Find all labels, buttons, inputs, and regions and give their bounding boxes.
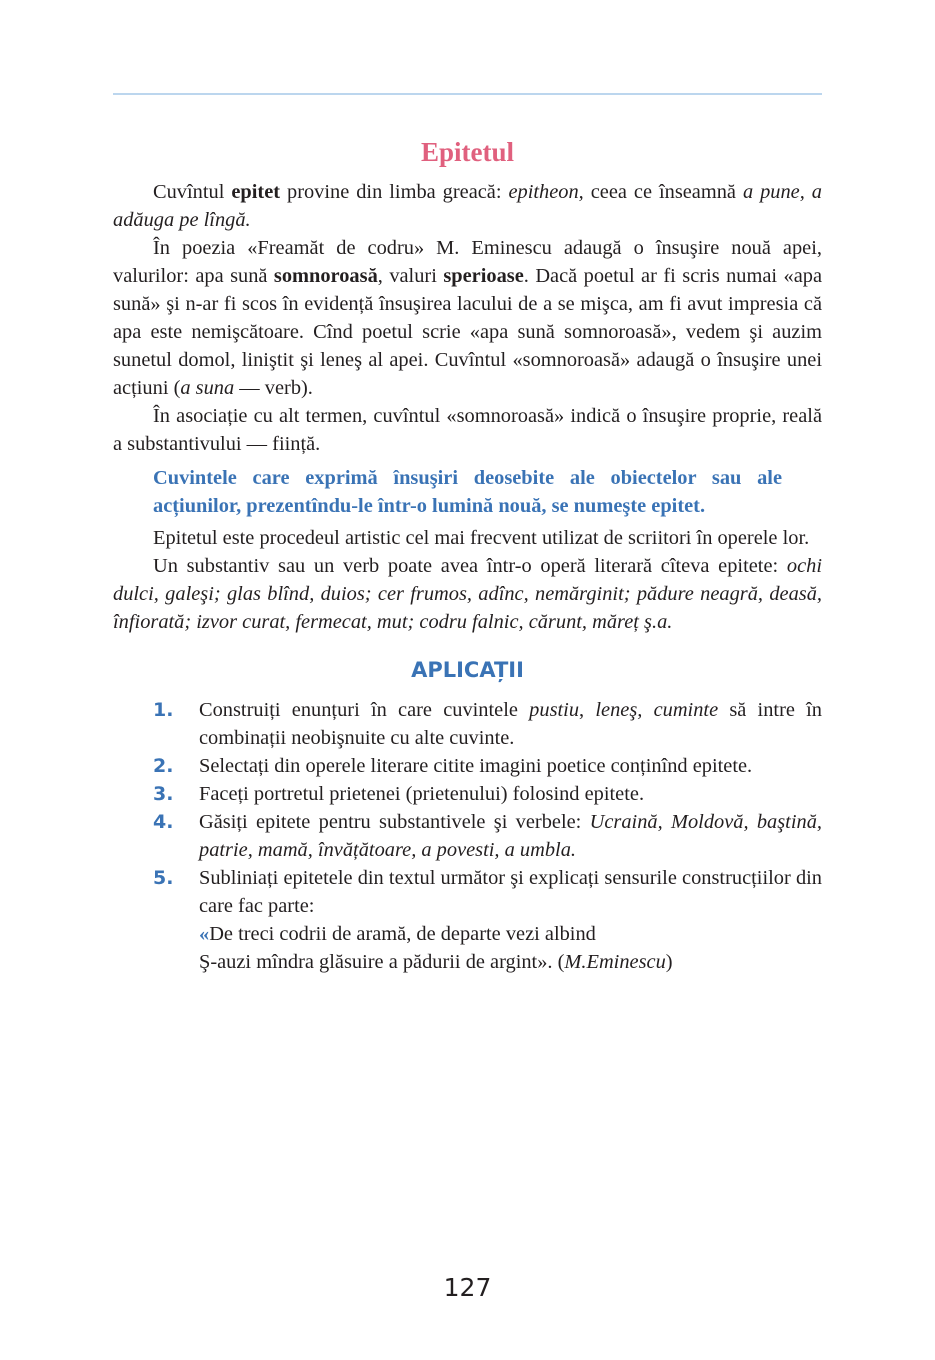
- task-list: [113, 696, 822, 976]
- task-number: 2.: [153, 755, 174, 777]
- text: Selectați din operele literare citite imagini poetice conținînd epitete.: [199, 755, 753, 777]
- page-content: [113, 135, 822, 976]
- text: Un substantiv sau un verb poate avea într-o operă literară cîteva epitete:: [153, 555, 787, 577]
- applications-heading: APLICAȚII: [411, 658, 524, 682]
- page-number: 127: [443, 1273, 492, 1302]
- paragraph-examples-list: [113, 552, 822, 636]
- quote-line: De treci codrii de aramă, de departe vezi albind: [209, 923, 596, 945]
- italic-examples: ochi dulci, galeşi; glas blînd, duios; cer frumos, adînc, nemărginit; pădure neagră, deasă, înfiorată; izvor curat, fermecat, mut; codru falnic, cărunt, măreț ş.a.: [113, 555, 822, 633]
- task-item-3: [113, 780, 822, 808]
- header-rule: [113, 93, 822, 95]
- italic-term: a pune, a adăuga pe lîngă.: [113, 181, 822, 231]
- text: provine din limba greacă:: [280, 181, 509, 203]
- task-number: 4.: [153, 811, 174, 833]
- italic-term: leneş, cuminte: [595, 699, 719, 721]
- text: ,: [579, 699, 596, 721]
- task-item-4: [113, 808, 822, 864]
- italic-term: pustiu: [529, 699, 580, 721]
- text: Găsiți epitete pentru substantivele şi verbele:: [199, 811, 590, 833]
- task-number: 1.: [153, 699, 174, 721]
- italic-term: epitheon,: [508, 181, 584, 203]
- task-number: 5.: [153, 867, 174, 889]
- text: ceea ce înseamnă: [583, 181, 743, 203]
- paragraph-association: În asociație cu alt termen, cuvîntul «somnoroasă» indică o însuşire proprie, reală a substantivului — ființă.: [113, 405, 822, 455]
- bold-term: sperioase: [443, 265, 524, 287]
- quote-line: Ş-auzi mîndra glăsuire a pădurii de argint». (: [199, 951, 565, 973]
- text: să intre în combinații neobişnuite cu alte cuvinte.: [199, 699, 822, 749]
- paragraph-example: [113, 234, 822, 402]
- text: — verb).: [234, 377, 313, 399]
- text: ): [665, 951, 673, 973]
- bold-term: epitet: [231, 181, 281, 203]
- task-item-5: [113, 864, 822, 976]
- task-number: 3.: [153, 783, 174, 805]
- text: Subliniați epitetele din textul următor şi explicați sensurile construcțiilor din care fac parte:: [199, 867, 822, 917]
- task-item-1: [113, 696, 822, 752]
- bold-term: somnoroasă: [273, 265, 378, 287]
- text: , valuri: [377, 265, 444, 287]
- paragraph-etymology: [113, 178, 822, 234]
- text: Cuvîntul: [153, 181, 232, 203]
- quote-mark: «: [199, 923, 210, 945]
- italic-term: a suna: [180, 377, 235, 399]
- text: Construiți enunțuri în care cuvintele: [199, 699, 530, 721]
- quote-author: M.Eminescu: [564, 951, 666, 973]
- text: . Dacă poetul ar fi scris numai «apa sună» şi n-ar fi scos în evidență însuşirea lacului de a se mişca, am fi avut impresia că apa este nemişcătoare. Cînd poetul scrie «apa sună somnoroasă», vedem şi auzim sunetul domol, liniştit şi leneş al apei. Cuvîntul «somnoroasă» adaugă o însuşire unei acțiuni (: [113, 265, 822, 399]
- definition-box: Cuvintele care exprimă însuşiri deosebite ale obiectelor sau ale acțiunilor, prezentîndu-le într-o lumină nouă, se numeşte epitet.: [153, 467, 782, 517]
- text: Faceți portretul prietenei (prietenului) folosind epitete.: [199, 783, 645, 805]
- page-title: Epitetul: [420, 137, 514, 167]
- italic-term: Ucraină, Moldovă, baştină, patrie, mamă, învățătoare, a povesti, a umbla.: [199, 811, 822, 861]
- text: În poezia «Freamăt de codru» M. Eminescu adaugă o însuşire nouă apei, valurilor: apa sună: [113, 237, 822, 287]
- paragraph-frequency: Epitetul este procedeul artistic cel mai frecvent utilizat de scriitori în operele lor.: [153, 527, 810, 549]
- task-item-2: [113, 752, 822, 780]
